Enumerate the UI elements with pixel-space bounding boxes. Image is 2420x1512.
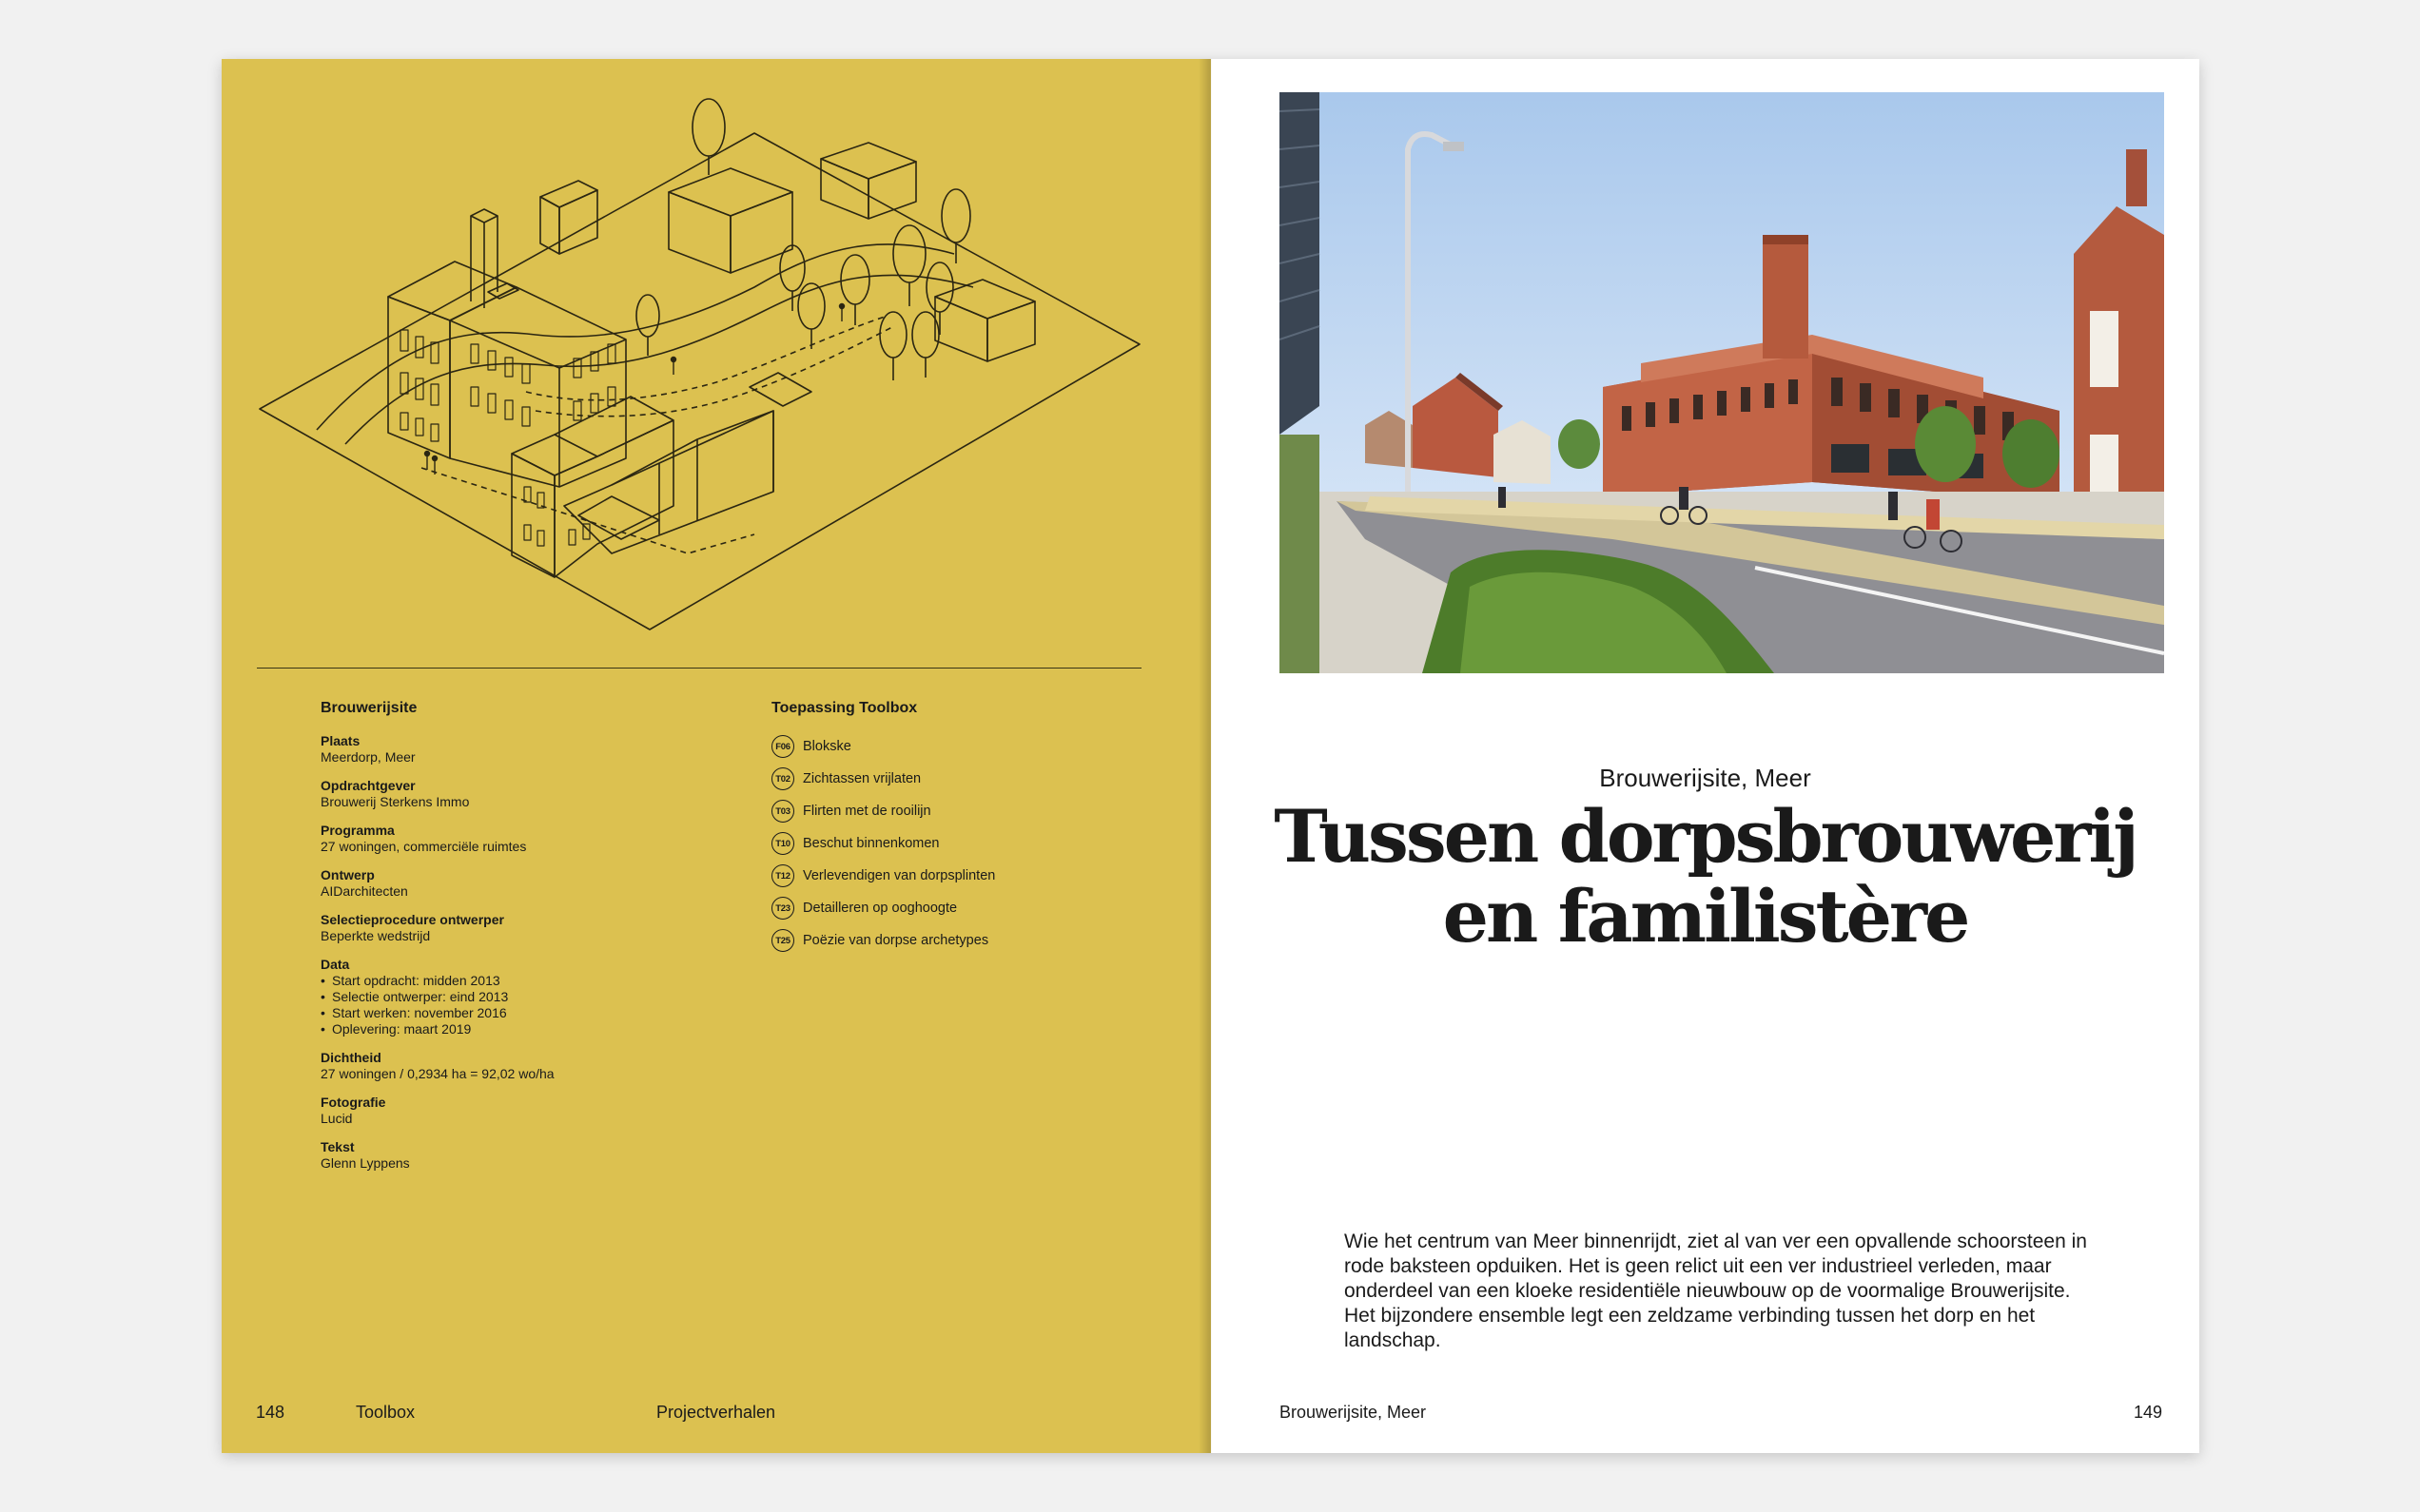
project-info [321, 700, 720, 1184]
list-item: • Oplevering: maart 2019 [321, 1021, 720, 1037]
list-item: • Start werken: november 2016 [321, 1005, 720, 1021]
field-value: AIDarchitecten [321, 883, 408, 899]
field-label: Programma [321, 823, 395, 838]
toolbox-code-badge: T10 [771, 832, 794, 855]
field-value: Lucid [321, 1111, 353, 1126]
toolbox-code-badge: T23 [771, 897, 794, 920]
field-value: Glenn Lyppens [321, 1155, 410, 1171]
toolbox-item-label: Blokske [803, 739, 851, 754]
footer-section: Toolbox [356, 1403, 416, 1422]
page-number-right: 149 [2134, 1403, 2163, 1422]
field-label: Fotografie [321, 1095, 386, 1110]
toolbox-heading: Toepassing Toolbox [771, 700, 918, 716]
toolbox-item [771, 860, 1152, 892]
data-list [321, 973, 720, 1037]
article-intro: Wie het centrum van Meer binnenrijdt, ziet al van ver een opvallende schoorsteen in rode baksteen opduiken. Het is geen relict uit een ver industrieel verleden, maar onderdeel van een kloeke residentiële nieuwbouw op de voormalige Brouwerijsite. Het bijzondere ensemble legt een zeldzame verbinding tussen het dorp en het landschap. [1344, 1231, 2087, 1351]
toolbox-item-label: Detailleren op ooghoogte [803, 901, 958, 916]
field-label: Tekst [321, 1139, 355, 1154]
toolbox-item-label: Poëzie van dorpse archetypes [803, 933, 989, 948]
toolbox-item-label: Verlevendigen van dorpsplinten [803, 868, 996, 883]
toolbox-code-badge: T03 [771, 800, 794, 823]
list-item: • Start opdracht: midden 2013 [321, 973, 720, 989]
project-info-heading: Brouwerijsite [321, 700, 418, 716]
toolbox-item [771, 892, 1152, 924]
toolbox-item [771, 827, 1152, 860]
field-value: 27 woningen, commerciële ruimtes [321, 839, 527, 854]
field-label: Selectieprocedure ontwerper [321, 912, 504, 927]
toolbox-code-badge: T02 [771, 767, 794, 790]
field-tekst [321, 1139, 720, 1172]
field-opdrachtgever [321, 778, 720, 810]
field-label: Dichtheid [321, 1050, 381, 1065]
isometric-site-drawing [222, 59, 1211, 668]
toolbox-item [771, 795, 1152, 827]
title-line: Tussen dorpsbrouwerij [1274, 794, 2137, 879]
toolbox-item-label: Beschut binnenkomen [803, 836, 940, 851]
house-row [512, 373, 811, 577]
field-label: Opdrachtgever [321, 778, 416, 793]
toolbox-item [771, 730, 1152, 763]
field-label: Data [321, 957, 350, 972]
field-value: Meerdorp, Meer [321, 749, 416, 765]
running-head: Brouwerijsite, Meer [1279, 1403, 1427, 1422]
title-line: en familistère [1442, 874, 1968, 959]
section-divider [257, 668, 1142, 669]
field-plaats [321, 733, 720, 766]
field-dichtheid [321, 1050, 720, 1082]
article-kicker: Brouwerijsite, Meer [1599, 764, 1811, 792]
article-title [1211, 794, 2199, 959]
field-selectieprocedure [321, 912, 720, 944]
toolbox-code-badge: T12 [771, 864, 794, 887]
field-label: Plaats [321, 733, 361, 748]
footer-chapter: Projectverhalen [656, 1403, 776, 1422]
field-data [321, 957, 720, 1037]
field-label: Ontwerp [321, 867, 375, 882]
toolbox-item [771, 763, 1152, 795]
field-value: Beperkte wedstrijd [321, 928, 431, 943]
toolbox-code-badge: F06 [771, 735, 794, 758]
field-ontwerp [321, 867, 720, 900]
field-fotografie [321, 1095, 720, 1127]
toolbox-item [771, 924, 1152, 957]
list-item: • Selectie ontwerper: eind 2013 [321, 989, 720, 1005]
field-value: 27 woningen / 0,2934 ha = 92,02 wo/ha [321, 1066, 555, 1081]
toolbox-item-label: Zichtassen vrijlaten [803, 771, 922, 786]
trees [636, 99, 970, 380]
street-photo [1279, 92, 2164, 673]
brewery-building [388, 209, 626, 487]
field-value: Brouwerij Sterkens Immo [321, 794, 470, 809]
toolbox-code-badge: T25 [771, 929, 794, 952]
page-number-left: 148 [256, 1403, 285, 1422]
toolbox-item-label: Flirten met de rooilijn [803, 804, 931, 819]
field-programma [321, 823, 720, 855]
toolbox-list [771, 700, 1152, 957]
